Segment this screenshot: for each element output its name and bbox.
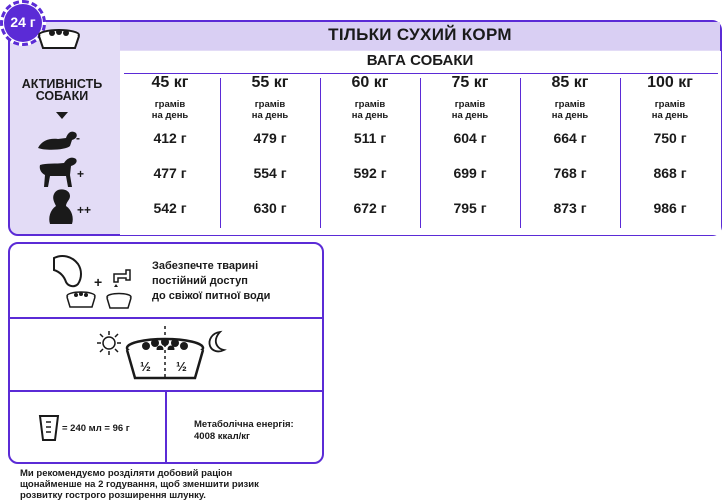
table-cell: 592 г [353,165,387,181]
measuring-cup-icon [38,414,60,442]
water-tap-icon [108,266,134,288]
weight-100: 100 кг [647,74,693,91]
portion-badge-text: 24 г [10,14,36,30]
plus-sign: + [94,274,103,290]
table-cell: 873 г [553,200,587,216]
table-cell: 477 г [153,165,187,181]
activity-medium: + [77,167,85,181]
water-bowl-icon [104,292,134,310]
weight-45: 45 кг [151,74,189,91]
food-bowl-small-icon [64,290,98,310]
cup-measure: = 240 мл = 96 г [62,423,130,434]
table-cell: 630 г [253,200,287,216]
table-cell: 672 г [353,200,387,216]
table-cell: 511 г [353,130,387,146]
food-bowl-icon [34,26,84,52]
sun-icon [96,330,122,356]
table-cell: 699 г [453,165,487,181]
activity-low: - [76,131,80,145]
weight-header: ВАГА СОБАКИ [366,52,474,69]
walking-dog-icon [36,155,78,189]
half-portion-left: ½ [140,359,151,374]
table-cell: 664 г [553,130,587,146]
arrow-down-icon [56,112,68,120]
table-cell: 795 г [453,200,487,216]
activity-high: ++ [77,203,92,217]
water-note: Забезпечте тварині постійний доступ до свіжої питної води [152,260,271,302]
unit-label: грамів на день [151,99,189,121]
unit-label: грамів на день [251,99,289,121]
feeding-recommendation: Ми рекомендуємо розділяти добовий раціон щонайменше на 2 годування, щоб зменшити ризик розвитку гострого розширення шлунку. [20,468,259,501]
moon-icon [206,330,228,354]
table-title: ТІЛЬКИ СУХИЙ КОРМ [328,25,512,44]
table-cell: 768 г [553,165,587,181]
table-cell: 986 г [653,200,687,216]
unit-label: грамів на день [351,99,389,121]
hand-icon [50,252,90,292]
unit-label: грамів на день [451,99,489,121]
sitting-dog-icon [44,188,78,226]
weight-55: 55 кг [251,74,289,91]
activity-label: АКТИВНІСТЬ СОБАКИ [21,77,103,103]
info-divider-vertical [165,392,167,462]
unit-label: грамів на день [551,99,589,121]
info-divider [10,317,322,319]
lying-dog-icon [36,124,78,152]
half-portion-right: ½ [176,359,187,374]
table-cell: 554 г [253,165,287,181]
split-bowl-icon [122,324,208,384]
table-cell: 604 г [453,130,487,146]
table-cell: 868 г [653,165,687,181]
table-cell: 542 г [153,200,187,216]
weight-85: 85 кг [551,74,589,91]
energy-info: Метаболічна енергія: 4008 ккал/кг [194,419,294,442]
weight-75: 75 кг [451,74,489,91]
table-cell: 750 г [653,130,687,146]
unit-label: грамів на день [651,99,689,121]
table-cell: 412 г [153,130,187,146]
table-cell: 479 г [253,130,287,146]
weight-60: 60 кг [351,74,389,91]
